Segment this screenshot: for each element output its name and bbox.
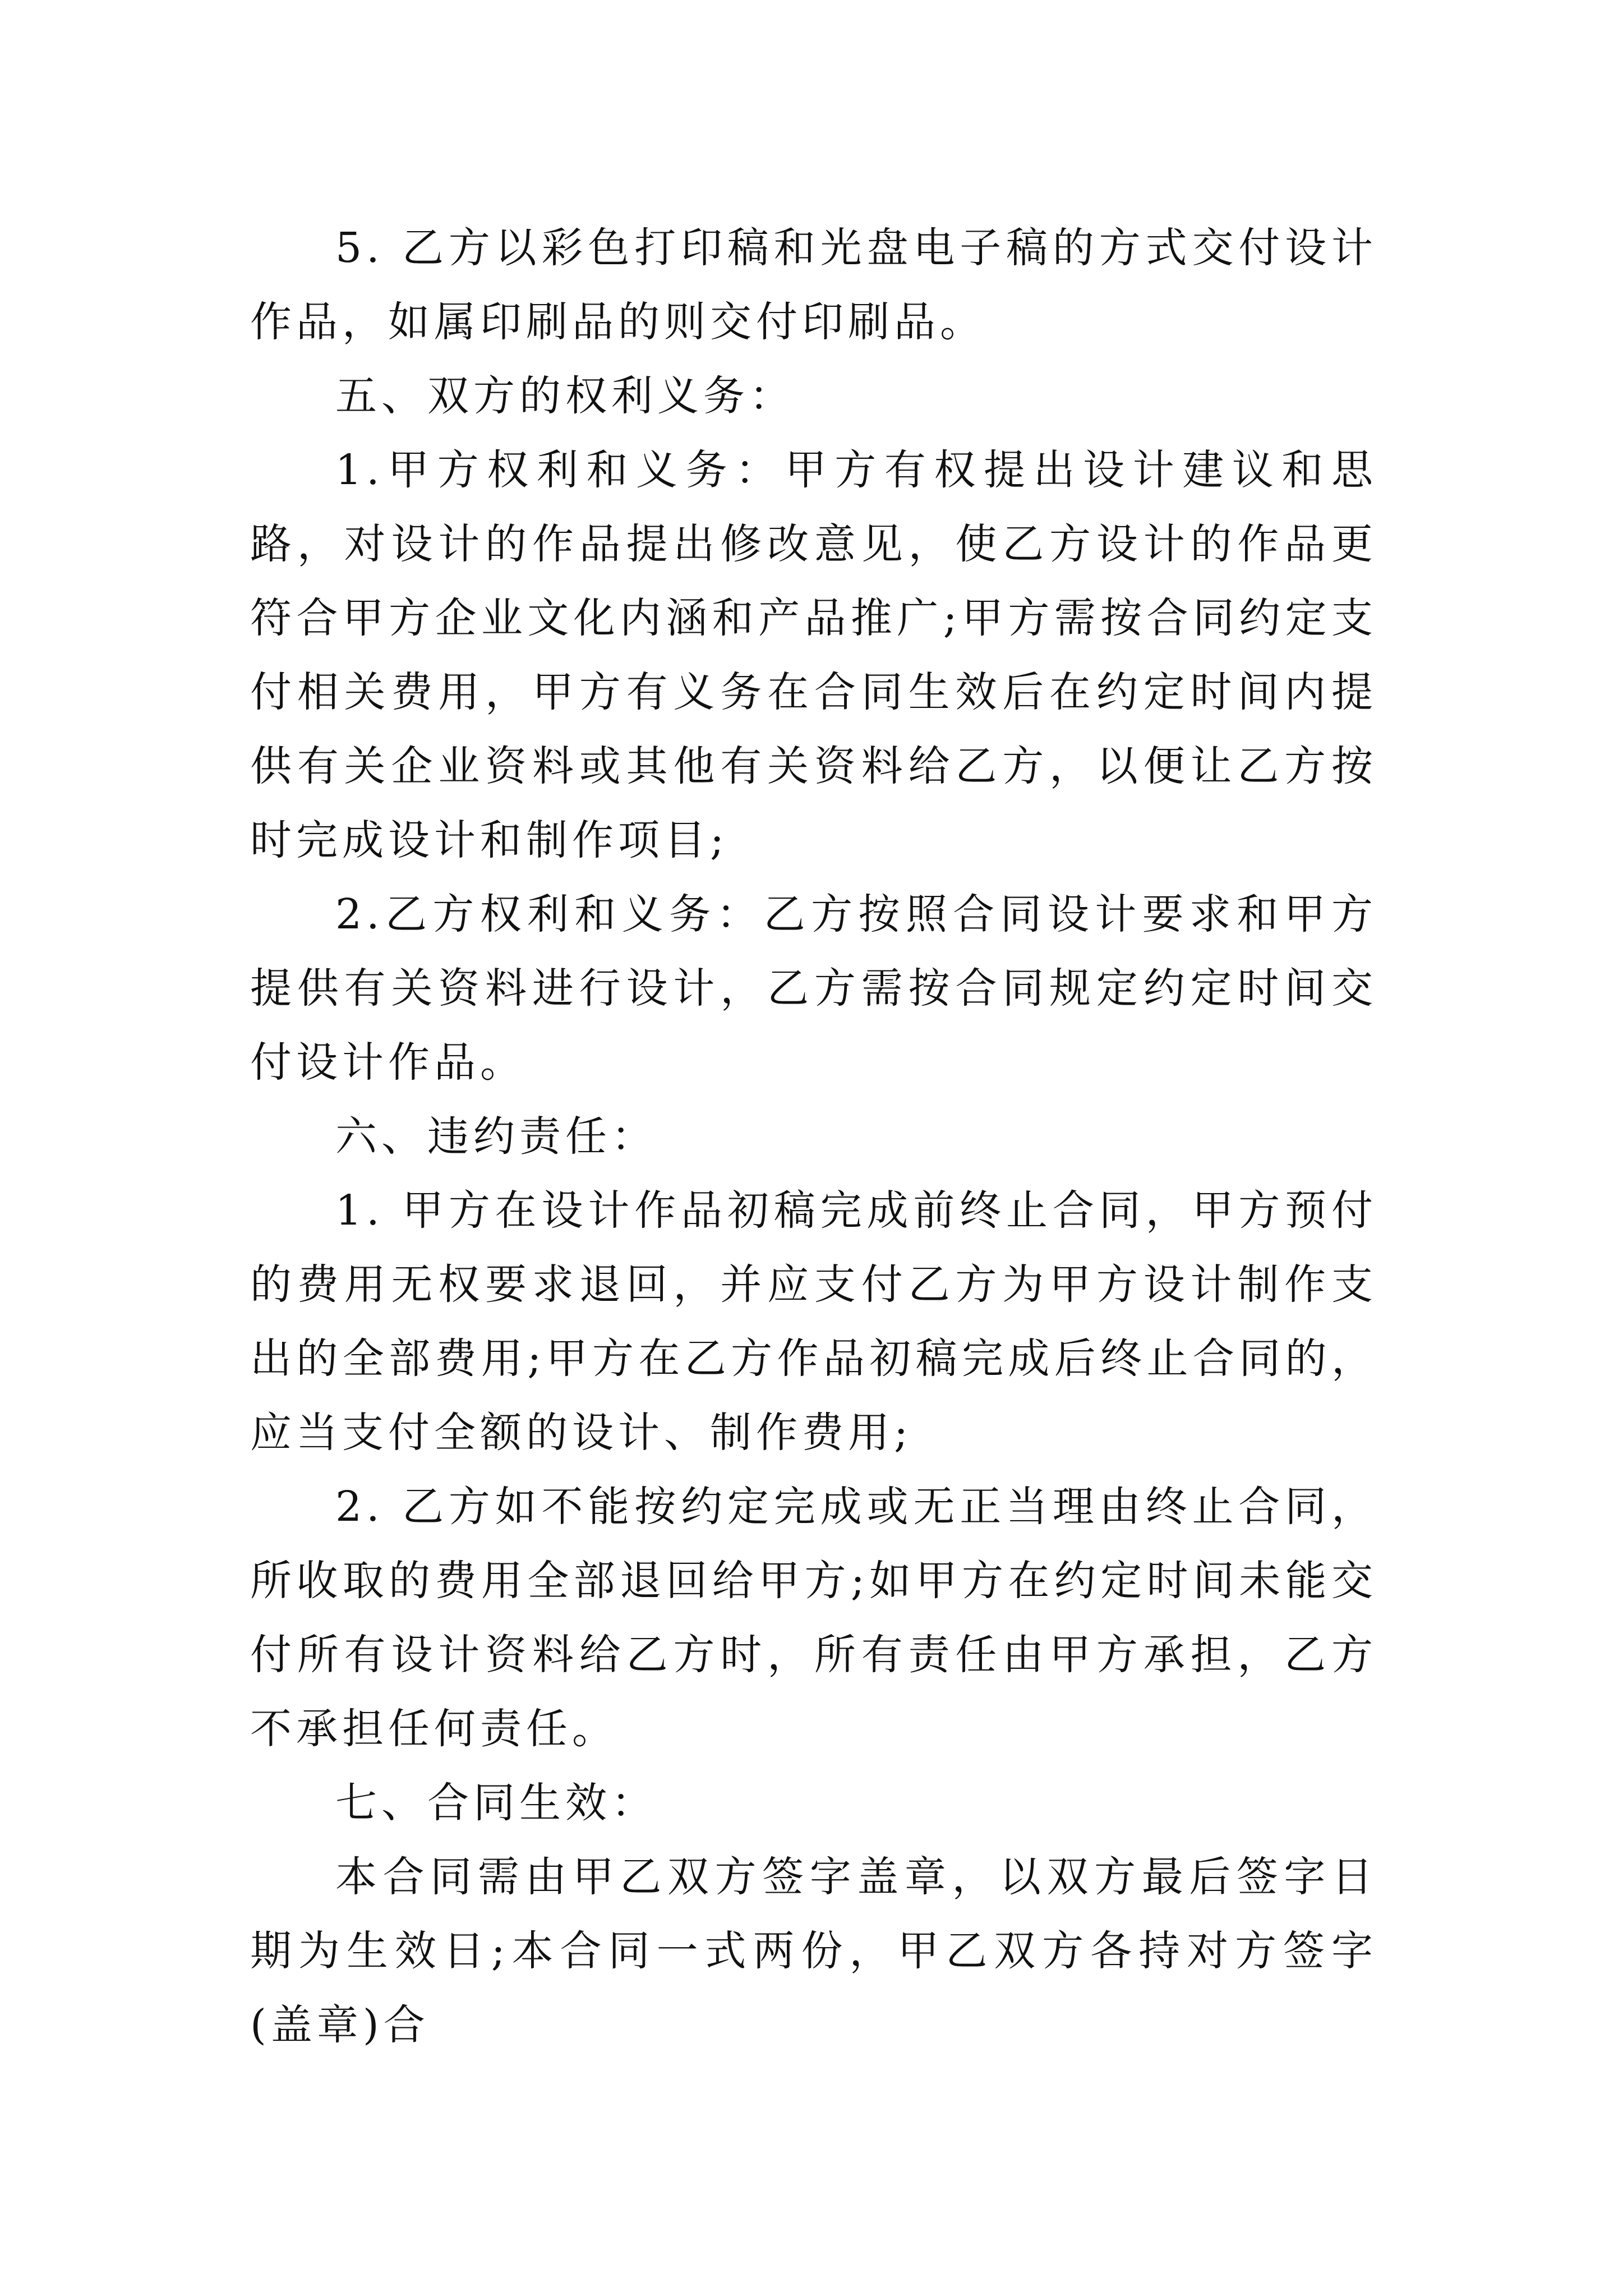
document-body <box>250 211 1377 2062</box>
paragraph-party-a-rights: 1.甲方权利和义务：甲方有权提出设计建议和思路，对设计的作品提出修改意见，使乙方设计的作品更符合甲方企业文化内涵和产品推广;甲方需按合同约定支付相关费用，甲方有义务在合同生效后在约定时间内提供有关企业资料或其他有关资料给乙方，以便让乙方按时完成设计和制作项目; <box>250 446 1377 864</box>
paragraph-contract-effect: 本合同需由甲乙双方签字盖章，以双方最后签字日期为生效日;本合同一式两份，甲乙双方各持对方签字(盖章)合 <box>250 1853 1377 2049</box>
paragraph-party-b-breach: 2. 乙方如不能按约定完成或无正当理由终止合同，所收取的费用全部退回给甲方;如甲方在约定时间未能交付所有设计资料给乙方时，所有责任由甲方承担，乙方不承担任何责任。 <box>250 1483 1377 1753</box>
heading-rights-obligations: 五、双方的权利义务： <box>335 372 795 420</box>
paragraph-delivery-method: 5. 乙方以彩色打印稿和光盘电子稿的方式交付设计作品，如属印刷品的则交付印刷品。 <box>250 224 1377 346</box>
paragraph-party-a-breach: 1. 甲方在设计作品初稿完成前终止合同，甲方预付的费用无权要求退回，并应支付乙方为甲方设计制作支出的全部费用;甲方在乙方作品初稿完成后终止合同的，应当支付全额的设计、制作费用; <box>250 1186 1377 1457</box>
heading-breach-liability: 六、违约责任： <box>335 1112 657 1161</box>
paragraph-party-b-rights: 2.乙方权利和义务：乙方按照合同设计要求和甲方提供有关资料进行设计，乙方需按合同规定约定时间交付设计作品。 <box>250 890 1377 1087</box>
heading-contract-effect: 七、合同生效： <box>335 1779 657 1827</box>
